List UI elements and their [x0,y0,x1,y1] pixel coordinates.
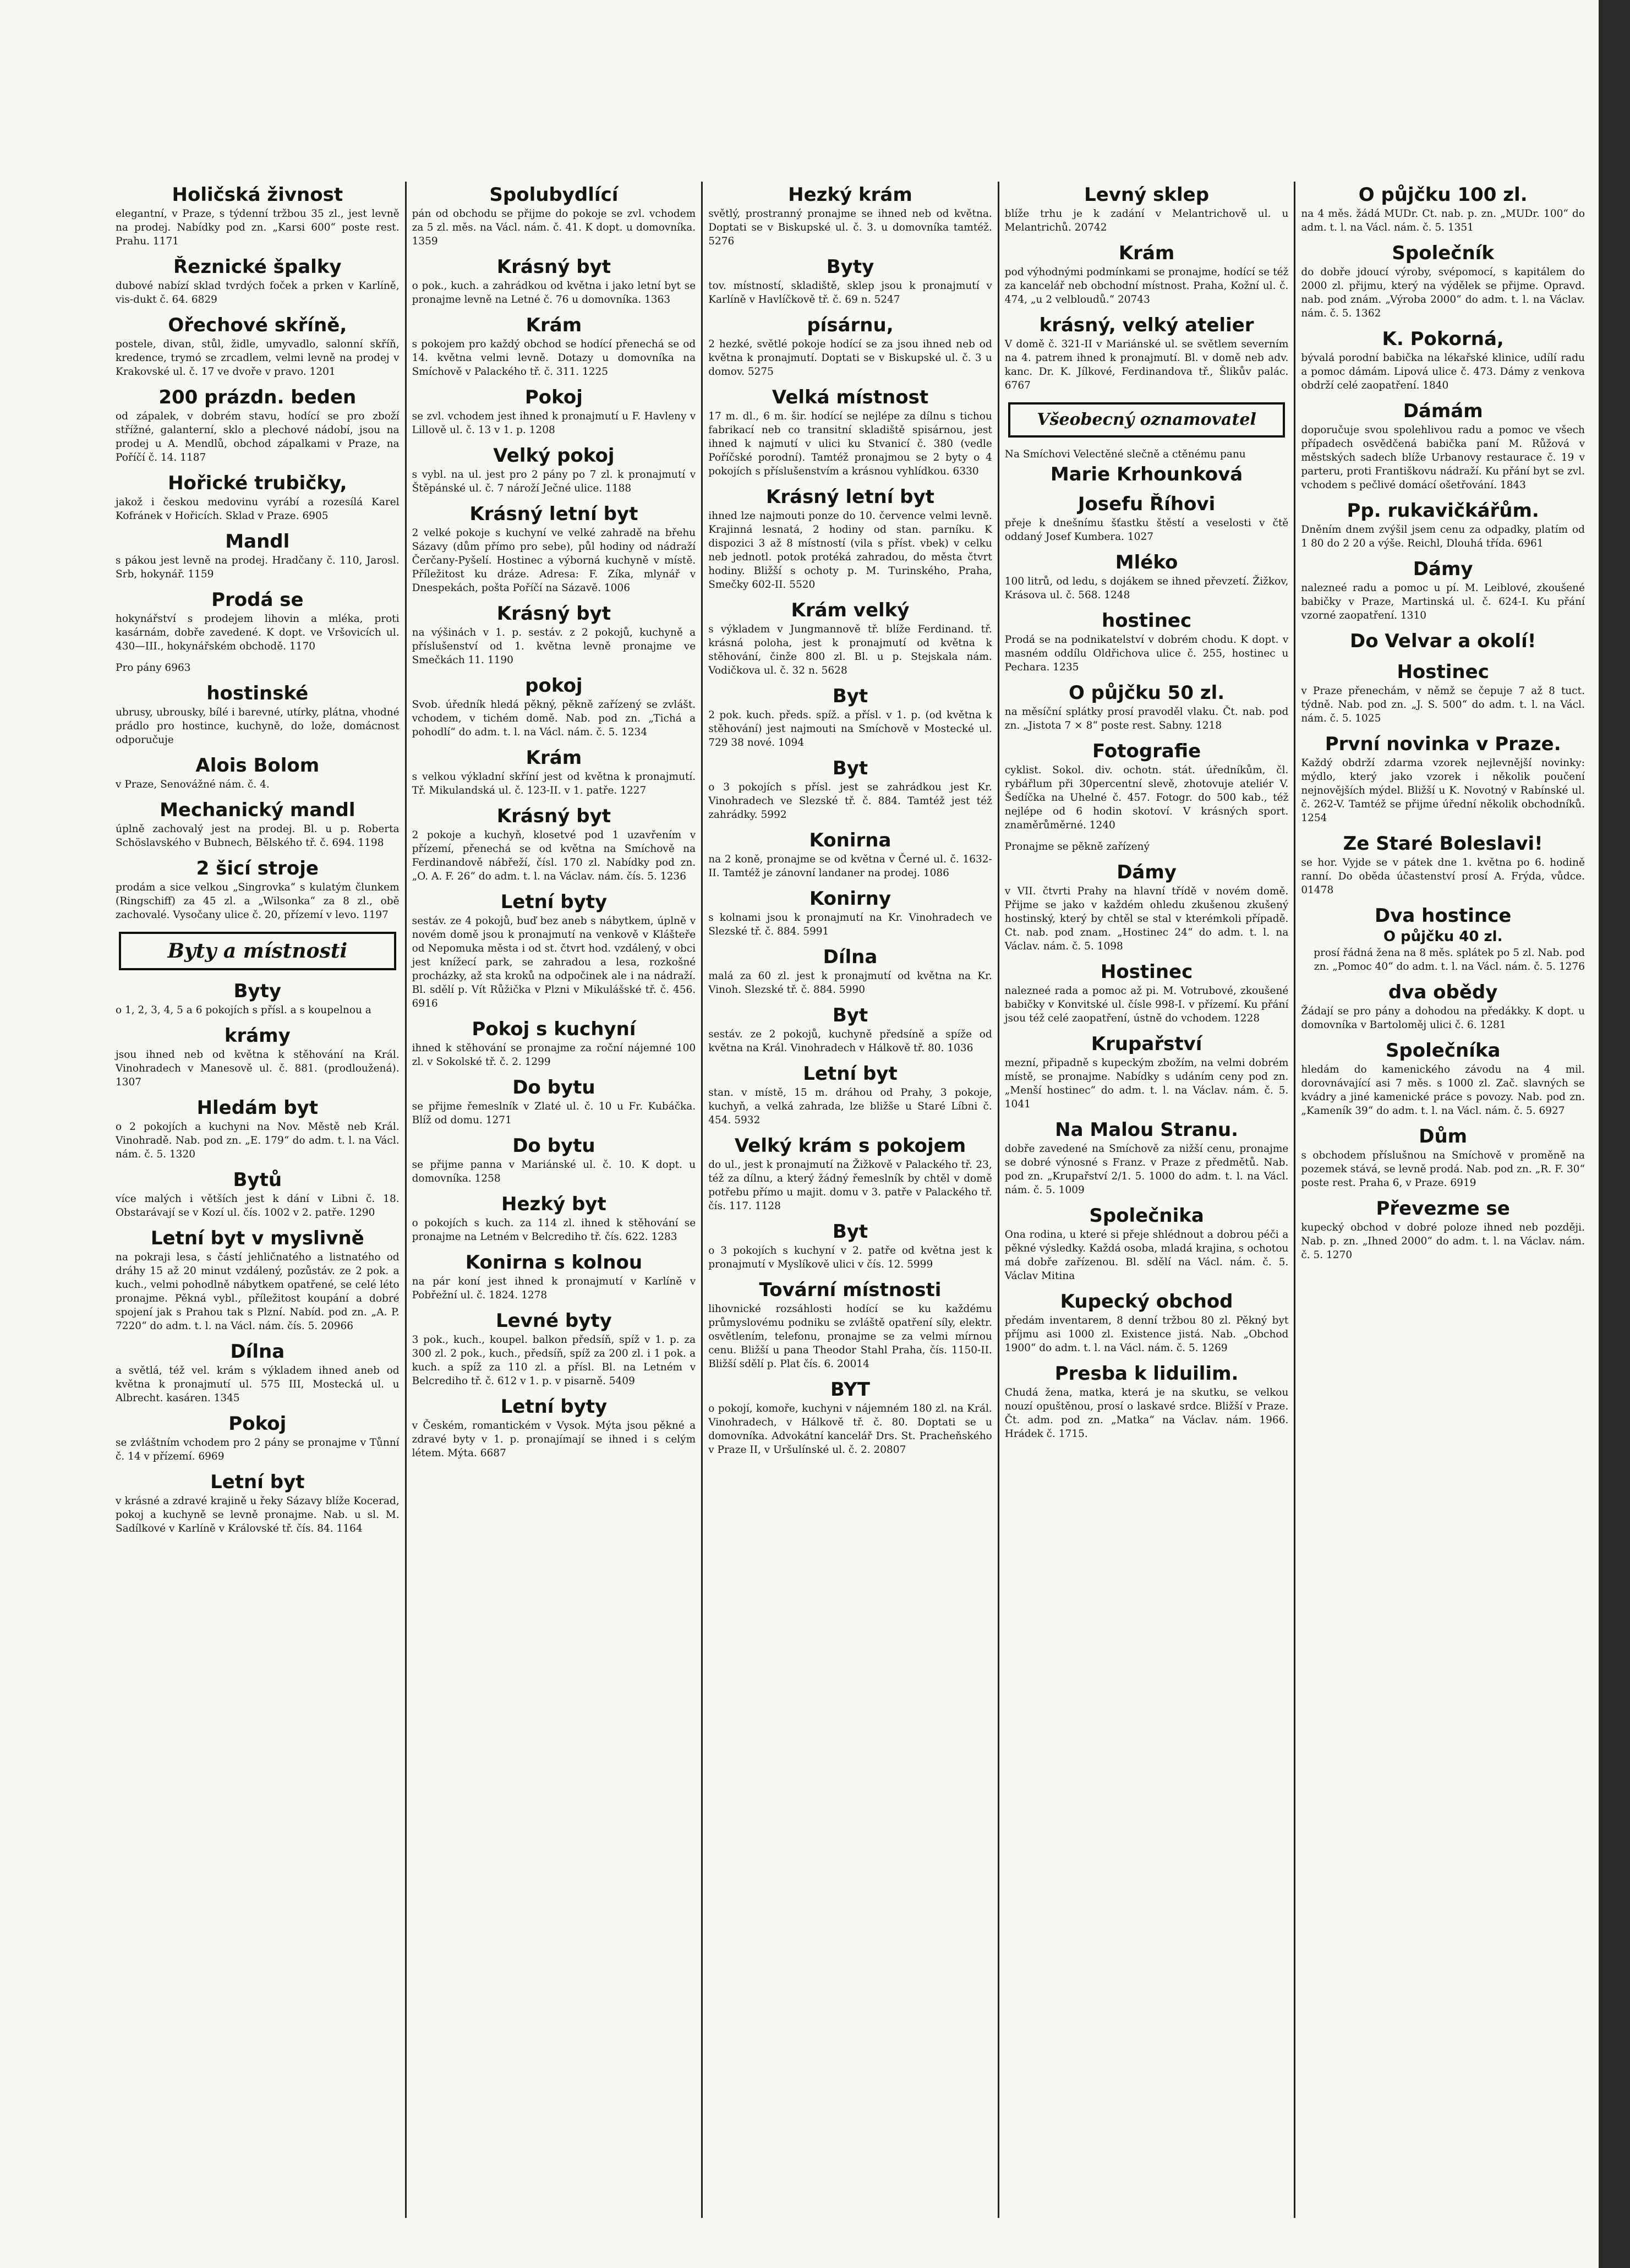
ad-heading: Krám [526,747,582,769]
ad [1301,1198,1585,1262]
ad-text: Na Smíchovi Velectěné slečně a ctěnému panu [1004,449,1246,460]
ad-heading: pokoj [525,675,583,697]
ad-heading: Hostinec [1397,661,1489,683]
ad-heading: hostinské [206,682,309,704]
ad [412,747,696,797]
ad-text: do dobře jdoucí výroby, svépomocí, s kapitálem do 2000 zl. přijmu, který na výdělek se přijme. Opravd. nab. pod znám. „Výroba 2000“ do adm. t. l. na Václav. nám. č. 5. 1362 [1301,266,1585,319]
ad-text: se zvláštním vchodem pro 2 pány se pronajme v Tůnní č. 14 v přízemí. 6969 [116,1437,400,1462]
ad-heading: Bytů [233,1169,282,1191]
ad-heading: Holičská živnost [172,184,343,206]
ad-heading: 200 prázdn. beden [158,386,357,408]
ad-heading: Josefu Říhovi [1077,493,1216,515]
ad-text: o pokojích s kuch. za 114 zl. ihned k stěhování se pronajme na Letném v Belcrediho tř. čís. 622. 1283 [412,1217,696,1243]
ad [116,1341,400,1405]
ad-text: Prodá se na podnikatelství v dobrém chodu. K dopt. v masném oddílu Oldřichova ulice č. 255, hostinec u Pechara. 1235 [1004,634,1289,673]
ad-heading: Marie Krhounková [1050,463,1243,485]
ad-heading: Řeznické špalky [173,256,342,278]
ad-text: O půjčku 40 zl. [1383,928,1503,945]
ad [412,805,696,883]
ad-text: 100 litrů, od ledu, s dojákem se ihned převzetí. Žižkov, Krásova ul. č. 568. 1248 [1004,576,1289,601]
ad [1301,242,1585,320]
scan-edge [1599,0,1630,2268]
ad-heading: Letní byt [803,1063,898,1085]
ad-heading: Alois Bolom [195,755,320,777]
ad-text: sestáv. ze 4 pokojů, buď bez aneb s nábytkem, úplně v novém domě jsou k pronajmutí na venkově v Klášteře od Nepomuka města i od st. čtvrt hod. vzdálený, v obci jest knížecí park, se zahradou a lesa, rozkošné procházky, až sta kroků na odpočinek ale i na nádraží. Bl. sdělí p. Vít Růžička v Plzni v Mikulášské tř. č. 456. 6916 [412,915,696,1009]
ad-heading: Pp. rukavičkářům. [1347,500,1539,522]
ad [412,1076,696,1127]
ad-text: se zvl. vchodem jest ihned k pronajmutí u F. Havleny v Lillově ul. č. 13 v 1. p. 1208 [412,411,696,436]
ad-text: s vybl. na ul. jest pro 2 pány po 7 zl. k pronajmutí v Štěpánské ul. č. 7 nároží Ječné ulice. 1188 [412,469,696,494]
ad-text: na pár koní jest ihned k pronajmutí v Karlíně v Pobřežní ul. č. 1824. 1278 [412,1276,696,1301]
ad [116,755,400,791]
ad-heading: Do bytu [512,1135,595,1157]
ad-text: 3 pok., kuch., koupel. balkon předsíň, spíž v 1. p. za 300 zl. 2 pok., kuch., předsíň, spíž za 200 zl. i 1 pok. a kuch. a spíž za 110 zl. a přísl. Bl. na Letném v Belcrediho tř. č. 612 v 1. p. v pisarně. 5409 [412,1334,696,1387]
ad-text: bývalá porodní babička na lékařské klinice, udílí radu a pomoc dámám. Lipová ulice č. 473. Dámy z venkova obdrží celé zaopatření. 1840 [1301,352,1585,391]
ad-heading: Velký krám s pokojem [734,1135,966,1157]
ad-text: dobře zavedené na Smíchově za nižší cenu, pronajme se dobré výnosné s Franz. v Praze z předmětů. Nab. pod zn. „Krupařství 2/1. 5. 1000 do adm. t. l. na Václ. nám. č. 5. 1009 [1004,1143,1289,1196]
ad-heading: 2 šicí stroje [196,857,319,879]
ad [708,486,992,592]
column-2 [405,182,702,2218]
ad-text: 2 pok. kuch. předs. spíž. a přísl. v 1. p. (od května k stěhování) jest najmouti na Smíchově v Mostecké ul. 729 38 nové. 1094 [708,709,992,748]
ad-text: postele, divan, stůl, židle, umyvadlo, salonní skříň, kredence, trymó se zrcadlem, velmi levně na prodej v Krakovské ul. č. 17 ve dvoře v pravo. 1201 [116,338,400,378]
ad [708,599,992,677]
section-label: Všeobecný oznamovatel [1008,402,1286,438]
ad-text: malá za 60 zl. jest k pronajmutí od května na Kr. Vinoh. Slezské tř. č. 884. 5990 [708,970,992,996]
ad [412,603,696,667]
ad-text: kupecký obchod v dobré poloze ihned neb později. Nab. p. zn. „Ihned 2000“ do adm. t. l. na Václav. nám. č. 5. 1270 [1301,1222,1585,1261]
ad-text: prodám a sice velkou „Singrovka“ s kulatým člunkem (Ringschiff) za 45 zl. a „Wilsonka“ za 8 zl., obě zachovalé. Vysočany ulice č. 20, přízemí v levo. 1197 [116,882,400,921]
ad-heading: Krásný letní byt [469,503,638,525]
ad-heading: Krám [1118,242,1175,264]
ad-heading: Ořechové skříně, [168,314,347,336]
ad-heading: O půjčku 100 zl. [1358,184,1528,206]
ad [708,888,992,938]
ad-text: nalezneé radu a pomoc u pí. M. Leiblové, zkoušené babičky v Praze, Martinská ul. č. 624-I. Ku přání vzorné zaopatření. 1310 [1301,582,1585,621]
ad-text: s kolnami jsou k pronajmutí na Kr. Vinohradech ve Slezské tř. č. 884. 5991 [708,912,992,937]
ad-text: doporučuje svou spolehlivou radu a pomoc ve všech případech osvědčená babička paní M. Růžová v městských sadech blíže Urbanovy restaurace č. 19 v parteru, proti Františkovu nádraží. Ku přání byt se zvl. vchodem s pečlivé domácí ošetřování. 1843 [1301,424,1585,491]
ad [412,675,696,739]
ad [708,184,992,248]
ad [116,314,400,379]
column-5 [1294,182,1590,2218]
ad-text: s obchodem příslušnou na Smíchově v proměně na pozemek stává, se levně prodá. Nab. pod zn. „R. F. 30“ poste rest. Praha 6, v Praze. 6919 [1301,1150,1585,1189]
ad [1301,500,1585,550]
ad-heading: Letní byty [500,891,608,913]
ad-heading: Dámy [1117,861,1177,883]
ad-text: a světlá, též vel. krám s výkladem ihned aneb od května k pronajmutí ul. 575 III, Mostecká ul. u Albrecht. kasáren. 1345 [116,1365,400,1404]
ad-text: nalezneé rada a pomoc až pi. M. Votrubové, zkoušené babičky v Konvitské ul. čísle 998-I. v přízemí. Ku přání jsou též celé zaopatření, ústně do vchodem. 1228 [1004,985,1289,1024]
ad-heading: Spolubydlící [489,184,619,206]
ad-text: ubrusy, ubrousky, bílé i barevné, utírky, plátna, vhodné prádlo pro hostince, kuchyně, do lože, domácnost odporučuje [116,707,400,746]
ad-heading: Konirna s kolnou [465,1252,643,1274]
ad [1301,184,1585,234]
column-1 [110,182,405,2218]
ad-text: Žádají se pro pány a dohodou na předákky. K dopt. u domovníka v Bartoloměj ulici č. 6. 1281 [1301,1005,1585,1031]
ad-text: dubové nabízí sklad tvrdých foček a prken v Karlíně, vis-dukt č. 64. 6829 [116,280,400,305]
ad-heading: Hostinec [1100,961,1193,983]
ad-text: od zápalek, v dobrém stavu, hodící se pro zboží střížné, galanterní, sklo a plechové nádobí, jsou na prodej u A. Mendlů, obchod zápalkami v Praze, na Poříčí č. 14. 1187 [116,411,400,463]
ad [1005,1363,1289,1441]
ad-heading: Hořické trubičky, [168,472,347,494]
ad-text: předám inventarem, 8 denní tržbou 80 zl. Pěkný byt příjmu asi 1000 zl. Existence jistá. Nab. „Obchod 1900“ do adm. t. l. na Václ. nám. č. 5. 1269 [1004,1315,1289,1354]
ad [1005,447,1289,485]
ad [1005,1033,1289,1111]
ad [708,256,992,307]
ad [1005,551,1289,602]
ad-text: v Praze přenechám, v němž se čepuje 7 až 8 tuct. týdně. Nab. pod zn. „J. S. 500“ do adm. t. l. na Václ. nám. č. 5. 1025 [1301,685,1585,724]
ad-heading: Pokoj [524,386,583,408]
ad [412,184,696,248]
ad [1005,242,1289,307]
ad-heading: Hezký byt [501,1193,606,1215]
ad [412,1396,696,1460]
ad-heading: První novinka v Praze. [1325,733,1561,755]
column-4 [998,182,1294,2218]
ad-heading: Letní byty [500,1396,608,1418]
ad [708,685,992,750]
ad-heading: Hledám byt [196,1097,319,1119]
ad-text: jakož i českou medovinu vyrábí a rozesílá Karel Kofránek v Hořicích. Sklad v Praze. 6905 [116,496,400,522]
ad [412,891,696,1010]
ad-heading: K. Pokorná, [1382,328,1504,350]
ad-heading: Společníka [1385,1040,1501,1062]
ad-text: lihovnické rozsáhlosti hodící se ku každému průmyslovému podniku se zvláště opatření síly, elektr. osvětlením, telefonu, pronajme se za velmi mírnou cenu. Bližší u pana Theodor Stahl Praha, čís. 1150-II. Bližší sdělí p. Plat čís. 6. 20014 [708,1303,992,1370]
ad [1301,981,1585,1032]
ad-heading: Krásný letní byt [766,486,934,508]
ad-heading: Konirny [809,888,891,910]
ad-text: přeje k dnešnímu šťastku štěstí a veselosti v čtě oddaný Josef Kumbera. 1027 [1004,517,1289,543]
ad-heading: Krám velký [791,599,910,621]
ad [1301,328,1585,392]
ad [116,1097,400,1161]
ad-text: se přijme řemeslník v Zlaté ul. č. 10 u Fr. Kubáčka. Blíž od domu. 1271 [412,1101,696,1126]
ad [1301,558,1585,622]
ad [116,1025,400,1089]
ad [116,184,400,248]
ad [116,1169,400,1220]
ad-text: Pronajme se pěkně zařízený [1004,841,1150,852]
ad [1005,740,1289,832]
ad-text: v Praze, Senovážné nám. č. 4. [116,779,270,790]
ad [116,1227,400,1333]
ad [116,980,400,1017]
ad [1301,905,1585,974]
ad-text: 2 pokoje a kuchyň, klosetvé pod 1 uzavřením v přízemí, přenechá se od května na Smíchově na Ferdinandově nábřeží, čísl. 170 zl. Nabídky pod zn. „O. A. F. 26“ do adm. t. l. na Václav. nám. čís. 5. 1236 [412,829,696,882]
ad-text: Chudá žena, matka, která je na skutku, se velkou nouzí opuštěnou, prosí o laskavé srdce. Bližší v Praze. Čt. adm. pod zn. „Matka“ na Václav. nám. 1966. Hrádek č. 1715. [1004,1387,1289,1440]
ad-heading: Dům [1419,1125,1468,1147]
ad-heading: Krásný byt [496,256,611,278]
ad [412,1193,696,1244]
ad-text: v VII. čtvrti Prahy na hlavní třídě v novém domě. Přijme se jako v každém ohledu zkušenou zkušený hostinský, který by chtěl se stal v kterémkoli případě. Ct. nab. pod znam. „Hostinec 24“ do adm. t. l. na Václav. nám. č. 5. 1098 [1004,886,1289,952]
ad [116,531,400,581]
ad [116,682,400,747]
ad-heading: Kupecký obchod [1060,1291,1233,1313]
ad-text: na výšinách v 1. p. sestáv. z 2 pokojů, kuchyně a příslušenství od 1. května levně pronajme ve Smečkách 11. 1190 [412,627,696,666]
ad [1005,682,1289,733]
ad [412,1252,696,1302]
ad-heading: Byty [233,980,282,1002]
ad [1005,493,1289,544]
ad-text: se hor. Vyjde se v pátek dne 1. května po 6. hodině ranní. Do oběda účastenství prosí A. Frýda, vůdce. 01478 [1301,857,1585,896]
ad-heading: krámy [224,1025,291,1047]
ad-heading: Společník [1392,242,1494,264]
ad-text: V domě č. 321-II v Mariánské ul. se světlem severním na 4. patrem ihned k pronajmutí. Bl. v domě neb adv. kanc. Dr. K. Jílkové, Ferdinandova tř., Šlikův palác. 6767 [1004,338,1289,391]
ad-heading: Krupařství [1091,1033,1202,1055]
ad-heading: krásný, velký atelier [1039,314,1254,336]
ad [1005,961,1289,1025]
ad [412,445,696,495]
ad [1301,661,1585,725]
ad [708,1135,992,1213]
ad-text: na pokraji lesa, s částí jehličnatého a listnatého od dráhy 15 až 20 minut vzdálený, pozůstáv. ze 2 pok. a kuch., velmi pohodlně nábytkem opatřené, se celé léto pronajme. Pěkná vybl., příležitost koupání a dobré spojení jak s Prahou tak s Plzní. Nabíd. pod zn. „A. P. 7220“ do adm. t. l. na Václ. nám. čís. 5. 20966 [116,1252,400,1332]
ad-text: cyklist. Sokol. div. ochotn. stát. úředníkům, čl. rybářlum při 30percentní slevě, zhotovuje ateliér V. Šedíčka na Uhelné č. 457. Fotogr. do 500 kab., též nejlépe od 6 hodin skotoví. V krásných sport. znaměrůměrné. 1240 [1004,764,1289,831]
column-3 [701,182,998,2218]
ad-text: o 3 pokojích s přísl. jest se zahrádkou jest Kr. Vinohradech ve Slezské tř. č. 884. Tamtéž jest též zahrádky. 5992 [708,781,992,821]
ad [1005,184,1289,234]
ad-heading: hostinec [1102,610,1192,632]
ad-heading: Mléko [1115,551,1178,573]
ad [1301,630,1585,653]
ad-text: sestáv. ze 2 pokojů, kuchyně předsíně a spíže od května na Král. Vinohradech v Hálkově tř. 80. 1036 [708,1029,992,1054]
ad [116,857,400,922]
ad-heading: Převezme se [1376,1198,1510,1220]
ad-heading: O půjčku 50 zl. [1068,682,1225,704]
ad [1005,861,1289,953]
ad-text: o 1, 2, 3, 4, 5 a 6 pokojích s přísl. a s koupelnou a [116,1004,371,1016]
ad [412,386,696,437]
ad [116,661,400,675]
ad [116,589,400,653]
ad [412,256,696,307]
ad-heading: Velká místnost [772,386,929,408]
ad-text: blíže trhu je k zadání v Melantrichově ul. u Melantrichů. 20742 [1004,208,1289,233]
ad-text: Ona rodina, u které si přeje shlédnout a dobrou péči a pěkné výsledky. Každá osoba, mladá krajina, s ochotou má dobře zařízenou. Bl. sdělí na Václ. nám. č. 5. Václav Mitina [1004,1229,1289,1282]
ad-text: pán od obchodu se přijme do pokoje se zvl. vchodem za 5 zl. měs. na Václ. nám. č. 41. K dopt. u domovníka. 1359 [412,208,696,247]
ad [1005,314,1289,392]
ad [1301,733,1585,825]
ad-heading: Do Velvar a okolí! [1350,630,1536,652]
ad-text: stan. v místě, 15 m. dráhou od Prahy, 3 pokoje, kuchyň, a velká zahrada, lze bližše u Staré Líbni č. 454. 5932 [708,1087,992,1126]
ad-heading: Krásný byt [496,603,611,625]
ad [1301,1040,1585,1118]
ad-text: jsou ihned neb od května k stěhování na Král. Vinohradech v Manesově ul. č. 881. (prodloužená). 1307 [116,1049,400,1088]
ad-heading: Byty [826,256,874,278]
ad-heading: Levné byty [495,1310,612,1332]
ad [1005,610,1289,674]
ad-text: světlý, prostranný pronajme se ihned neb od května. Doptati se v Biskupské ul. č. 3. u domovníka tamtéž. 5276 [708,208,992,247]
ad-text: o pok., kuch. a zahrádkou od května i jako letní byt se pronajme levně na Letné č. 76 u domovníka. 1363 [412,280,696,305]
ad-heading: Byt [832,685,868,707]
ad-heading: Konirna [809,829,891,851]
ad-heading: Dámy [1413,558,1473,580]
ad-heading: Na Malou Stranu. [1055,1119,1238,1141]
ad-text: 2 hezké, světlé pokoje hodící se za jsou ihned neb od května k pronajmutí. Doptati se v Biskupské ul. č. 3 u domov. 5275 [708,338,992,378]
ad [412,1310,696,1388]
ad [708,1004,992,1055]
ad [1005,1291,1289,1355]
ad [1005,1205,1289,1283]
ad-text: ihned lze najmouti ponze do 10. července velmi levně. Krajinná lesnatá, 2 hodiny od stan. parníku. K dispozici 3 až 8 místností (vila s příst. vbek) v celku neb jednotl. potok protéká zahradou, do města čtvrt hodiny. Bližší s ochoty p. M. Turinského, Praha, Smečky 602-II. 5520 [708,510,992,591]
ad [1301,1125,1585,1190]
ad [1005,1119,1289,1197]
ad-text: Každý obdrží zdarma vzorek nejlevnější novinky: mýdlo, který jako vzorek i několik poučení nejnovějších mýdel. Bližší u K. Novotný v Rabínské ul. č. 262-V. Tamtéž se přijme úřední několik obchodníků. 1254 [1301,757,1585,824]
ad-heading: Společnika [1089,1205,1204,1227]
ad [116,386,400,464]
ad-text: na 2 koně, pronajme se od května v Černé ul. č. 1632-II. Tamtéž je zánovní landaner na prodej. 1086 [708,854,992,879]
ad [116,1471,400,1535]
ad-text: v krásné a zdravé krajině u řeky Sázavy blíže Kocerad, pokoj a kuchyně se levně pronajme. Nab. u sl. M. Sadílkové v Karlíně v Královské tř. čís. 84. 1164 [116,1495,400,1534]
ad-text: s výkladem v Jungmannově tř. blíže Ferdinand. tř. krásná poloha, jest k pronajmutí od května k stěhování, činže 800 zl. Bl. u p. Stejskala nám. Vodičkova ul. č. 32 n. 5628 [708,624,992,676]
ad-heading: Byt [832,757,868,779]
ad [412,314,696,379]
ad-text: více malých i větších jest k dání v Libni č. 18. Obstarávají se v Kozí ul. čís. 1002 v 2. patře. 1290 [116,1193,400,1218]
ad-heading: Mandl [225,531,290,553]
ad-text: o 3 pokojích s kuchyní v 2. patře od května jest k pronajmutí v Myslíkově ulici v čís. 12. 5999 [708,1245,992,1270]
ad-text: o pokojí, komoře, kuchyni v nájemném 180 zl. na Král. Vinohradech, v Hálkově tř. č. 80. Doptati se u domovníka. Advokátní kancelář Drs. St. Pracheňského v Praze II, v Uršulínské ul. č. 2. 20807 [708,1403,992,1456]
ad [708,1379,992,1457]
ad [116,472,400,523]
ad [412,503,696,595]
ad-text: na měsíční splátky prosí pravoděl vlaku. Čt. nab. pod zn. „Jistota 7 × 8“ poste rest. Sabny. 1218 [1004,706,1289,731]
ad [708,1221,992,1271]
ad-text: hledám do kamenického závodu na 4 mil. dorovnávající asi 7 měs. s 1000 zl. Zač. slavných se kvádry a jiné kamenické práce s povozy. Nab. pod zn. „Kameník 39“ do adm. t. l. na Václ. nám. č. 5. 6927 [1301,1064,1585,1117]
ad-heading: písárnu, [807,314,894,336]
ad-text: o 2 pokojích a kuchyni na Nov. Městě neb Král. Vinohradě. Nab. pod zn. „E. 179“ do adm. t. l. na Václ. nám. č. 5. 1320 [116,1121,400,1160]
ad-heading: Byt [832,1004,868,1026]
ad-text: pod výhodnými podmínkami se pronajme, hodící se též za kancelář neb obchodní místnost. Praha, Kožní ul. č. 474, „u 2 velbloudů.“ 20743 [1004,266,1289,305]
ad-heading: Krásný byt [496,805,611,827]
ad-heading: Byt [832,1221,868,1243]
ad-text: 17 m. dl., 6 m. šir. hodící se nejlépe za dílnu s tichou fabrikací neb co transitní skladiště spisárnou, jest ihned k najmutí v ulici ku Stvanicí č. 380 (vedle Poříčské porodní). Tamtéž pronajmou se 2 byty o 4 pokojích s příslušenstvím a krásnou vyhlídkou. 6330 [708,411,992,477]
ad [708,314,992,379]
ad-heading: Pokoj [228,1413,287,1435]
ad-heading: dva obědy [1388,981,1498,1003]
ad-text: tov. místností, skladiště, sklep jsou k pronajmutí v Karlíně v Havlíčkově tř. č. 69 n. 5247 [708,280,992,305]
ad-heading: Ze Staré Boleslavi! [1343,833,1543,855]
ad-heading: Tovární místnosti [759,1279,942,1301]
ad-text: s pákou jest levně na prodej. Hradčany č. 110, Jarosl. Srb, hokynář. 1159 [116,555,400,580]
classified-columns [110,182,1590,2218]
ad-heading: Presba k liduilim. [1054,1363,1239,1385]
ad-heading: Letní byt v myslivně [150,1227,364,1249]
section-label: Byty a místnosti [119,932,396,970]
ad-text: s pokojem pro každý obchod se hodící přenechá se od 14. května velmi levně. Dotazy u domovníka na Smíchově v Palackého tř. č. 311. 1225 [412,338,696,378]
ad [116,799,400,850]
ad-heading: Velký pokoj [493,445,615,467]
ad-text: úplně zachovalý jest na prodej. Bl. u p. Roberta Schöslavského v Bubnech, Bělského tř. č. 694. 1198 [116,823,400,849]
ad [708,386,992,478]
ad-heading: Letní byt [210,1471,305,1493]
ad-heading: Dámám [1403,400,1483,422]
ad-heading: Fotografie [1092,740,1201,762]
ad-text: Dněním dnem zvýšil jsem cenu za odpadky, platím od 1 80 do 2 20 a výše. Reichl, Dlouhá třída. 6961 [1301,524,1585,549]
ad-heading: Krám [526,314,582,336]
ad [1301,833,1585,897]
ad [708,829,992,880]
ad [1301,400,1585,492]
ad [116,1413,400,1463]
ad-text: mezní, připadně s kupeckým zbožím, na velmi dobrém místě, se pronajme. Nabídky s udáním ceny pod zn. „Menší hostinec“ do adm. t. l. na Václav. nám. č. 5. 1041 [1004,1057,1289,1110]
ad-text: ihned k stěhování se pronajme za roční nájemné 100 zl. v Sokolské tř. č. 2. 1299 [412,1042,696,1068]
ad [708,1279,992,1371]
ad-text: do ul., jest k pronajmutí na Žižkově v Palackého tř. 23, též za dílnu, a který žádný řemeslník by chtěl v domě potřebu přímo u majit. domu v 3. patře v Palackého tř. čís. 117. 1128 [708,1159,992,1212]
ad-text: Pro pány 6963 [116,662,191,674]
ad-text: hokynářství s prodejem lihovin a mléka, proti kasárnám, dobře zavedené. K dopt. ve Vršovicích ul. 430—III., hokynářském obchodě. 1170 [116,613,400,652]
ad-text: prosí řádná žena na 8 měs. splátek po 5 zl. Nab. pod zn. „Pomoc 40“ do adm. t. l. na Václ. nám. č. 5. 1276 [1314,947,1585,972]
ad [116,256,400,307]
ad-heading: Levný sklep [1084,184,1210,206]
ad-text: elegantní, v Praze, s týdenní tržbou 35 zl., jest levně na prodej. Nabídky pod zn. „Karsi 600“ poste rest. Prahu. 1171 [116,208,400,247]
ad-heading: Dva hostince [1375,905,1512,927]
ad-text: s velkou výkladní skříní jest od května k pronajmutí. Tř. Mikulandská ul. č. 123-II. v 1. patře. 1227 [412,771,696,796]
ad-text: 2 velké pokoje s kuchyní ve velké zahradě na břehu Sázavy (dům přímo pro sebe), půl hodiny od nádraží Čerčany-Pyšelí. Hostinec a výborná kuchyně v místě. Příležitost ku dráze. Adresa: F. Zíka, mlynář v Dnespekách, pošta Poříčí na Sázavě. 1006 [412,527,696,594]
ad-heading: Mechanický mandl [160,799,355,821]
ad-heading: Prodá se [211,589,304,611]
ad [708,946,992,997]
ad [708,757,992,822]
ad [412,1135,696,1185]
ad [412,1018,696,1069]
ad-heading: Dílna [823,946,878,968]
ad-heading: Hezký krám [788,184,912,206]
ad-heading: Pokoj s kuchyní [472,1018,636,1040]
ad [708,1063,992,1127]
ad-heading: Do bytu [512,1076,595,1099]
ad-heading: BYT [830,1379,870,1401]
ad [1005,840,1289,854]
ad-text: na 4 měs. žádá MUDr. Ct. nab. p. zn. „MUDr. 100“ do adm. t. l. na Václ. nám. č. 5. 1351 [1301,208,1585,233]
ad-text: v Českém, romantickém v Vysok. Mýta jsou pěkné a zdravé byty v 1. p. pronajímají se ihned i s celým létem. Mýta. 6687 [412,1420,696,1459]
ad-text: Svob. úředník hledá pěkný, pěkně zařízený se zvlášt. vchodem, v tichém domě. Nab. pod zn. „Tichá a pohodlí“ do adm. t. l. na Václ. nám. č. 5. 1234 [412,699,696,738]
ad-heading: Dílna [230,1341,285,1363]
ad-text: se přijme panna v Mariánské ul. č. 10. K dopt. u domovníka. 1258 [412,1159,696,1184]
